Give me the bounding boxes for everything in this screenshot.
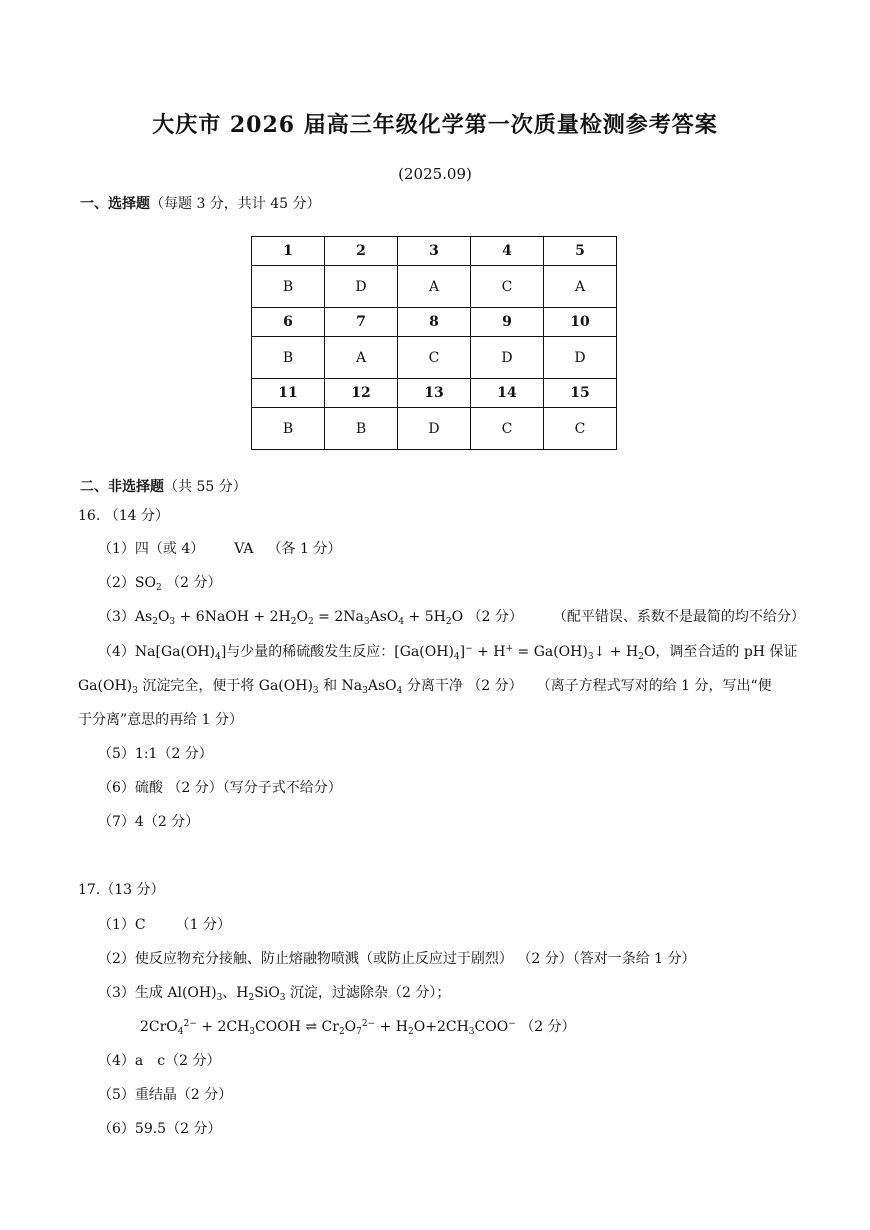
document-title: 大庆市 2026 届高三年级化学第一次质量检测参考答案 — [152, 112, 718, 138]
answer-cell: D — [398, 408, 471, 450]
q16-a3-equation: $(3)As_2O_3$ + 6NaOH + $2H_2O_2 = 2Na_3AsO_4 + 5H_2O$ （2 分） — [98, 609, 523, 627]
q17-answer-3: （3）生成 $Al(OH)_3$、$H_2SiO_3$ 沉淀，过滤除杂（2 分）； — [98, 985, 451, 1003]
q16-answer-6: （6）硫酸 （2 分）（写分子式不给分） — [98, 780, 342, 796]
answer-table — [251, 236, 617, 450]
answer-row — [252, 408, 617, 450]
section-nonchoice-note: （共 55 分） — [164, 479, 247, 495]
question-number-cell: 15 — [544, 379, 617, 408]
q16-answer-4: $(4)Na[Ga(OH)_4]$与少量的稀硫酸发生反应：$[Ga(OH)_4]^- + H^+$ = $Ga(OH)_3↓ + H_2O$，调至合适的 pH 保证 — [98, 644, 798, 662]
answer-cell: D — [325, 266, 398, 308]
answer-cell: B — [325, 408, 398, 450]
q17-a1-score: （1 分） — [175, 917, 231, 933]
section-nonchoice-title: 二、非选择题 — [80, 479, 164, 495]
q17-answer-1 — [98, 914, 231, 934]
question-number-cell: 13 — [398, 379, 471, 408]
answer-cell: B — [252, 266, 325, 308]
answer-row — [252, 266, 617, 308]
answer-cell: C — [398, 337, 471, 379]
answer-cell: C — [471, 266, 544, 308]
q16-answer-3 — [98, 606, 805, 627]
q17-answer-4: （4）a c（2 分） — [98, 1053, 221, 1069]
q16-answer-4-line2: $Ga(OH)_3$ 沉淀完全，便于将 $Ga(OH)_3$ 和 $Na_3AsO_4$ 分离干净 （2 分） （离子方程式写对的给 1 分，写出“便 — [78, 678, 772, 696]
answer-cell: D — [471, 337, 544, 379]
question-number-row — [252, 379, 617, 408]
answer-cell: A — [398, 266, 471, 308]
question-number-cell: 7 — [325, 308, 398, 337]
answer-cell: C — [471, 408, 544, 450]
q17-answer-2: （2）使反应物充分接触、防止熔融物喷溅（或防止反应过于剧烈） （2 分）（答对一条给 1 分） — [98, 951, 696, 967]
question-number-cell: 12 — [325, 379, 398, 408]
question-number-cell: 3 — [398, 237, 471, 266]
q16-a1-score: （各 1 分） — [267, 541, 342, 557]
question-number-row — [252, 308, 617, 337]
q16-answer-7: （7）4（2 分） — [98, 814, 200, 830]
q16-answer-4-line3: 于分离”意思的再给 1 分） — [78, 712, 243, 728]
question-number-cell: 14 — [471, 379, 544, 408]
q16-a3-note: （配平错误、系数不是最简的均不给分） — [552, 609, 805, 625]
answer-cell: D — [544, 337, 617, 379]
question-number-cell: 5 — [544, 237, 617, 266]
q16-a2-text: （2）SO — [98, 575, 156, 591]
q16-a4-note: （离子方程式写对的给 1 分，写出“便 — [536, 678, 772, 694]
question-number-cell: 6 — [252, 308, 325, 337]
question-number-cell: 1 — [252, 237, 325, 266]
q17-a1-text: （1）C — [98, 917, 146, 933]
answer-cell: B — [252, 408, 325, 450]
q17-answer-6: （6）59.5（2 分） — [98, 1121, 222, 1137]
answer-row — [252, 337, 617, 379]
answer-cell: B — [252, 337, 325, 379]
q17-a3-tail: 沉淀，过滤除杂（2 分）； — [289, 985, 451, 1001]
q16-answer-2: $(2)SO_2$ （2 分） — [98, 575, 222, 593]
answer-cell: A — [544, 266, 617, 308]
question-number-cell: 10 — [544, 308, 617, 337]
question-number-cell: 9 — [471, 308, 544, 337]
q16-a1-group: VA — [234, 541, 254, 557]
section-nonchoice-heading — [80, 476, 247, 496]
q17-answer-3-equation: $2CrO_4^{2-} + 2CH_3COOH$ ⇌ $Cr_2O_7^{2-} + H_2O+2CH_3COO^-$ （2 分） — [140, 1019, 576, 1037]
answer-cell: C — [544, 408, 617, 450]
q16-a2-score: （2 分） — [166, 575, 222, 591]
section-choice-heading — [80, 193, 321, 213]
question-number-cell: 11 — [252, 379, 325, 408]
question-number-cell: 8 — [398, 308, 471, 337]
question-number-cell: 4 — [471, 237, 544, 266]
q16-header: 16. （14 分） — [78, 508, 169, 524]
answer-cell: A — [325, 337, 398, 379]
q17-header: 17.（13 分） — [78, 882, 165, 898]
q16-answer-5: （5）1:1（2 分） — [98, 746, 213, 762]
q16-a1-text: （1）四（或 4） — [98, 541, 205, 557]
document-date: (2025.09) — [398, 165, 472, 183]
question-number-cell: 2 — [325, 237, 398, 266]
section-choice-title: 一、选择题 — [80, 196, 150, 212]
question-number-row — [252, 237, 617, 266]
q17-a3-eq-score: （2 分） — [520, 1019, 576, 1035]
q17-answer-5: （5）重结晶（2 分） — [98, 1087, 233, 1103]
section-choice-note: （每题 3 分，共计 45 分） — [150, 196, 321, 212]
q16-answer-1 — [98, 538, 341, 558]
